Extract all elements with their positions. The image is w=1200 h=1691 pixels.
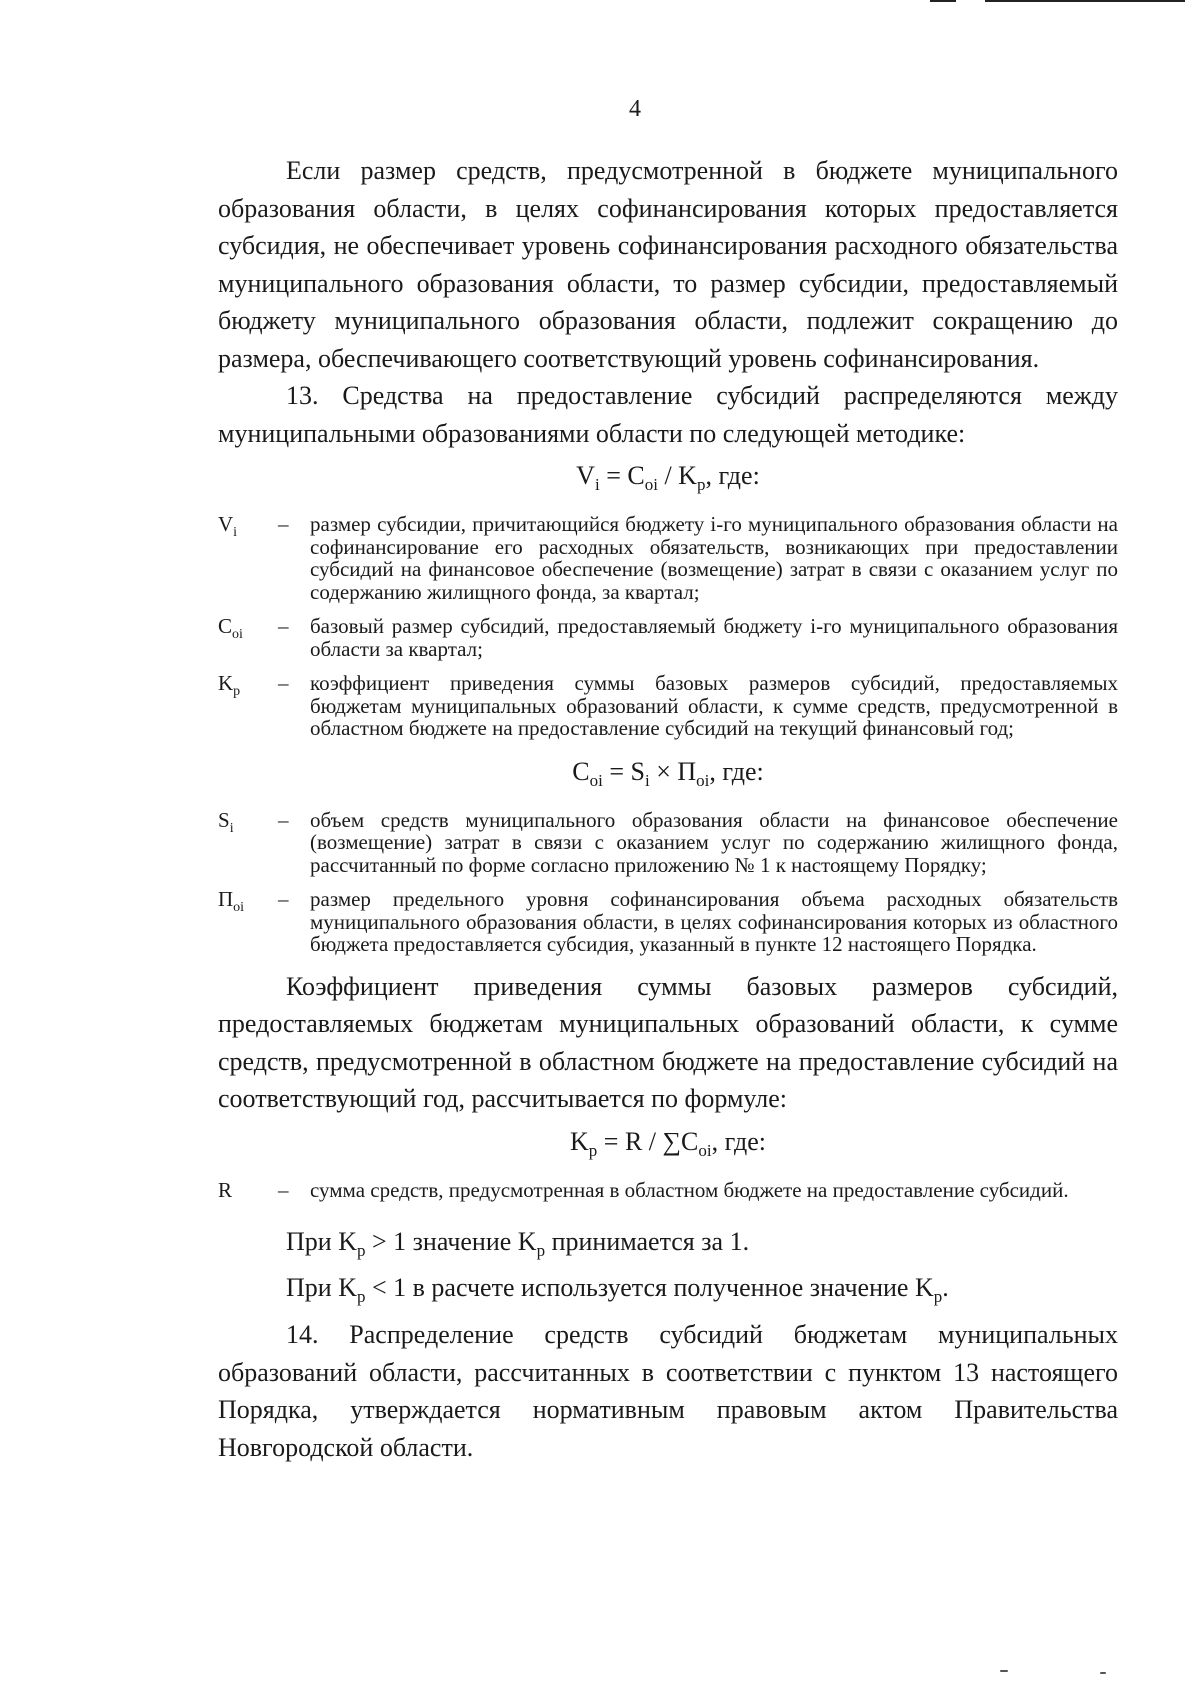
- formula-kp: $K_p = R / \sum C_{oi}$, где:: [570, 1126, 766, 1161]
- paragraph-13: 13. Средства на предоставление субсидий распределяются между муниципальными образованиями области по следующей методике:: [218, 381, 1118, 448]
- definition-text: базовый размер субсидий, предоставляемый бюджету i-го муниципального образования области за квартал;: [310, 614, 1118, 661]
- scan-artifact-line: [930, 0, 956, 2]
- definition-text: сумма средств, предусмотренная в областном бюджете на предоставление субсидий.: [310, 1178, 1069, 1203]
- definition-text: объем средств муниципального образования области на финансовое обеспечение (возмещение) затрат в связи с оказанием услуг по содержанию жилищного фонда, рассчитанный по форме согласно приложению № 1 к настоящему Порядку;: [310, 807, 1118, 877]
- definition-symbol: R: [218, 1178, 233, 1203]
- scan-speck: [1100, 1672, 1106, 1674]
- definitions-formula-1: [218, 513, 1118, 740]
- definition-symbol: $V_i$: [218, 512, 238, 541]
- definition-row: $V_i$ – размер субсидии, причитающийся бюджету i-го муниципального образования области на софинансирование его расходных обязательств, возникающих при предоставлении субсидий на финансовое обеспечение (возмещение) затрат в связи с оказанием услуг по содержанию жилищного фонда, за квартал;: [218, 512, 1118, 604]
- definition-text: коэффициент приведения суммы базовых размеров субсидий, предоставляемых бюджетам муниципальных образований области, к сумме средств, предусмотренной в областном бюджете на предоставление субсидий на текущий финансовый год;: [310, 671, 1118, 741]
- definition-row: $K_p$ – коэффициент приведения суммы базовых размеров субсидий, предоставляемых бюджетам муниципальных образований области, к сумме средств, предусмотренной в областном бюджете на предоставление субсидий на текущий финансовый год;: [218, 671, 1118, 741]
- definitions-formula-2: [218, 809, 1118, 956]
- definition-row: $S_i$ – объем средств муниципального образования области на финансовое обеспечение (возмещение) затрат в связи с оказанием услуг по содержанию жилищного фонда, рассчитанный по форме согласно приложению № 1 к настоящему Порядку;: [218, 807, 1118, 877]
- scan-artifact-line: [985, 0, 1185, 2]
- paragraph-14: 14. Распределение средств субсидий бюджетам муниципальных образований области, рассчитанных в соответствии с пунктом 13 настоящего Порядка, утверждается нормативным правовым актом Правительства Новгородской области.: [218, 1320, 1118, 1462]
- paragraph-subsidy-reduction: Если размер средств, предусмотренной в бюджете муниципального образования области, в целях софинансирования которых предоставляется субсидия, не обеспечивает уровень софинансирования расходного обязательства муниципального образования области, то размер субсидии, предоставляемый бюджету муниципального образования области, подлежит сокращению до размера, обеспечивающего соответствующий уровень софинансирования.: [218, 156, 1118, 373]
- definition-symbol: $C_{oi}$: [218, 614, 243, 643]
- definition-text: размер субсидии, причитающийся бюджету i-го муниципального образования области на софинансирование его расходных обязательств, возникающих при предоставлении субсидий на финансовое обеспечение (возмещение) затрат в связи с оказанием услуг по содержанию жилищного фонда, за квартал;: [310, 512, 1118, 604]
- formula-coi: $C_{oi} = S_i \times П_{oi}$, где:: [572, 756, 764, 790]
- definition-row: $П_{oi}$ – размер предельного уровня софинансирования объема расходных обязательств муниципального образования области, в целях софинансирования которых из областного бюджета предоставляется субсидия, указанный в пункте 12 настоящего Порядка.: [218, 887, 1118, 957]
- definition-symbol: $K_p$: [218, 671, 241, 700]
- scan-speck: [1000, 1670, 1008, 1672]
- definitions-formula-3: [218, 1179, 1118, 1211]
- paragraph-coefficient: Коэффициент приведения суммы базовых размеров субсидий, предоставляемых бюджетам муниципальных образований области, к сумме средств, предусмотренной в областном бюджете на предоставление субсидий на соответствующий год, рассчитывается по формуле:: [218, 971, 1118, 1114]
- definition-text: размер предельного уровня софинансирования объема расходных обязательств муниципального образования области, в целях софинансирования которых из областного бюджета предоставляется субсидия, указанный в пункте 12 настоящего Порядка.: [310, 887, 1118, 957]
- definition-symbol: $S_i$: [218, 807, 234, 837]
- document-body: [218, 152, 1118, 1466]
- note-kp-greater: При $K_p > 1$ значение $K_p$ принимается за 1.: [286, 1226, 750, 1260]
- note-kp-less: При $K_p < 1$ в расчете используется полученное значение $K_p$.: [286, 1273, 949, 1307]
- definition-row: R – сумма средств, предусмотренная в областном бюджете на предоставление субсидий.: [218, 1179, 1118, 1211]
- definition-row: $C_{oi}$ – базовый размер субсидий, предоставляемый бюджету i-го муниципального образования области за квартал;: [218, 614, 1118, 661]
- page-number: 4: [629, 96, 641, 122]
- formula-vi: $V_i = C_{oi} / K_p$, где:: [576, 461, 760, 495]
- definition-symbol: $П_{oi}$: [218, 887, 245, 916]
